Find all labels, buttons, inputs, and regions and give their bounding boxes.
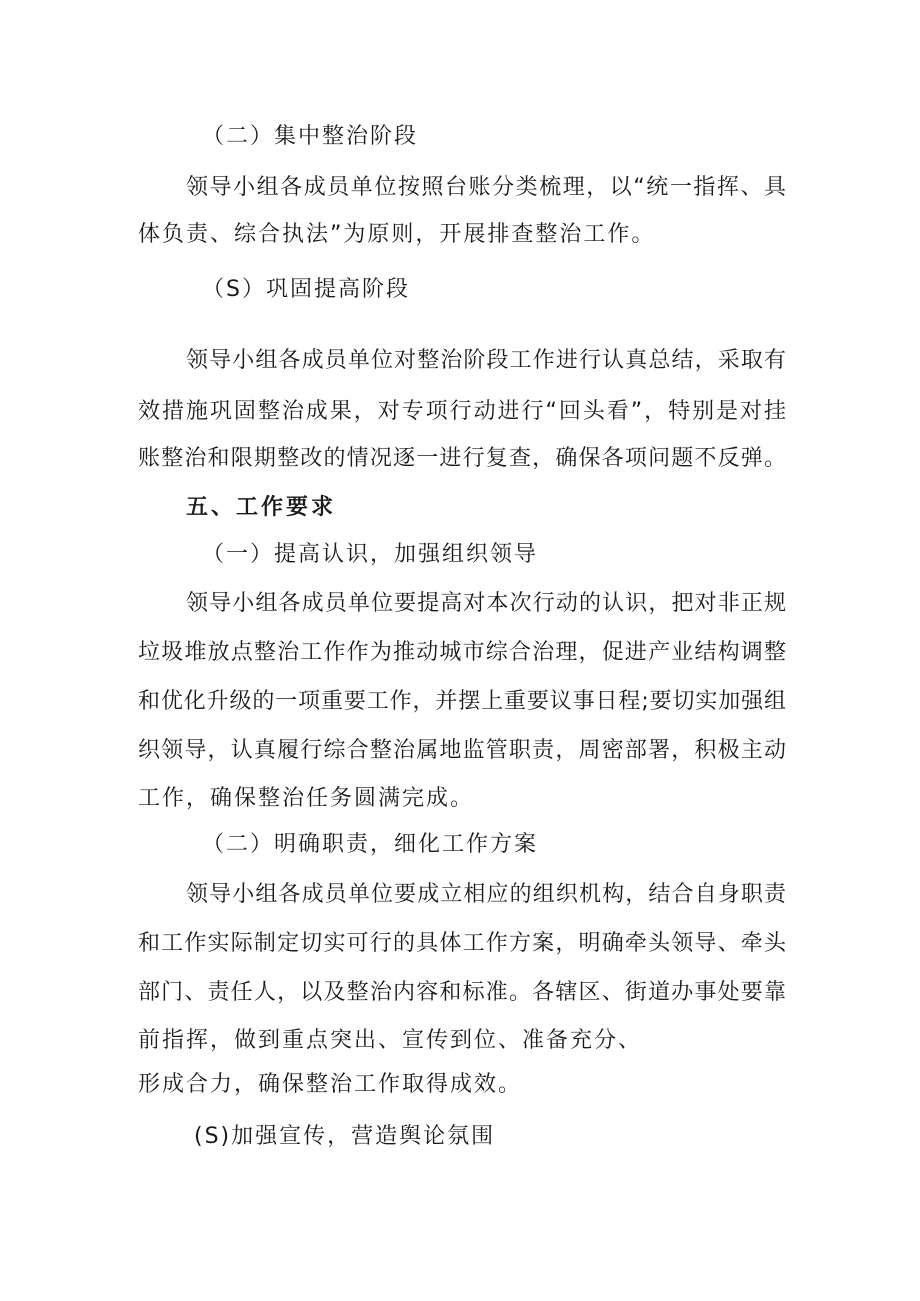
subheading-requirement-1: （一）提高认识，加强组织领导	[202, 542, 539, 567]
paragraph-line: 领导小组各成员单位要成立相应的组织机构，结合自身职责	[186, 882, 786, 907]
subheading-requirement-2: （二）明确职责，细化工作方案	[202, 832, 539, 857]
paragraph-line: 领导小组各成员单位对整治阶段工作进行认真总结，采取有	[186, 348, 786, 373]
paragraph-line: 工作，确保整治任务圆满完成。	[138, 786, 475, 811]
subheading-requirement-3: (S)加强宣传，营造舆论氛围	[194, 1124, 496, 1149]
paragraph-line: 领导小组各成员单位按照台账分类梳理，以“统一指挥、具	[186, 175, 786, 200]
section-heading: 五、工作要求	[186, 495, 337, 520]
paragraph-line: 形成合力，确保整治工作取得成效。	[138, 1072, 523, 1097]
paragraph-line: 账整治和限期整改的情况逐一进行复查，确保各项问题不反弹。	[138, 446, 786, 471]
paragraph-line: 部门、责任人，以及整治内容和标准。各辖区、街道办事处要靠	[138, 980, 786, 1005]
paragraph-line: 效措施巩固整治成果，对专项行动进行“回头看”，特别是对挂	[138, 399, 786, 424]
paragraph-line: 垃圾堆放点整治工作作为推动城市综合治理，促进产业结构调整	[138, 640, 786, 665]
paragraph-line: 前指挥，做到重点突出、宣传到位、准备充分、	[138, 1028, 643, 1053]
paragraph-line: 领导小组各成员单位要提高对本次行动的认识，把对非正规	[186, 591, 786, 616]
paragraph-line: 织领导，认真履行综合整治属地监管职责，周密部署，积极主动	[138, 738, 786, 763]
subheading-stage-3: （S）巩固提高阶段	[202, 277, 410, 302]
paragraph-line: 和工作实际制定切实可行的具体工作方案，明确牵头领导、牵头	[138, 931, 786, 956]
paragraph-line: 体负责、综合执法”为原则，开展排查整治工作。	[138, 222, 656, 247]
paragraph-line: 和优化升级的一项重要工作，并摆上重要议事日程;要切实加强组	[138, 689, 786, 714]
subheading-stage-2: （二）集中整治阶段	[202, 124, 419, 149]
